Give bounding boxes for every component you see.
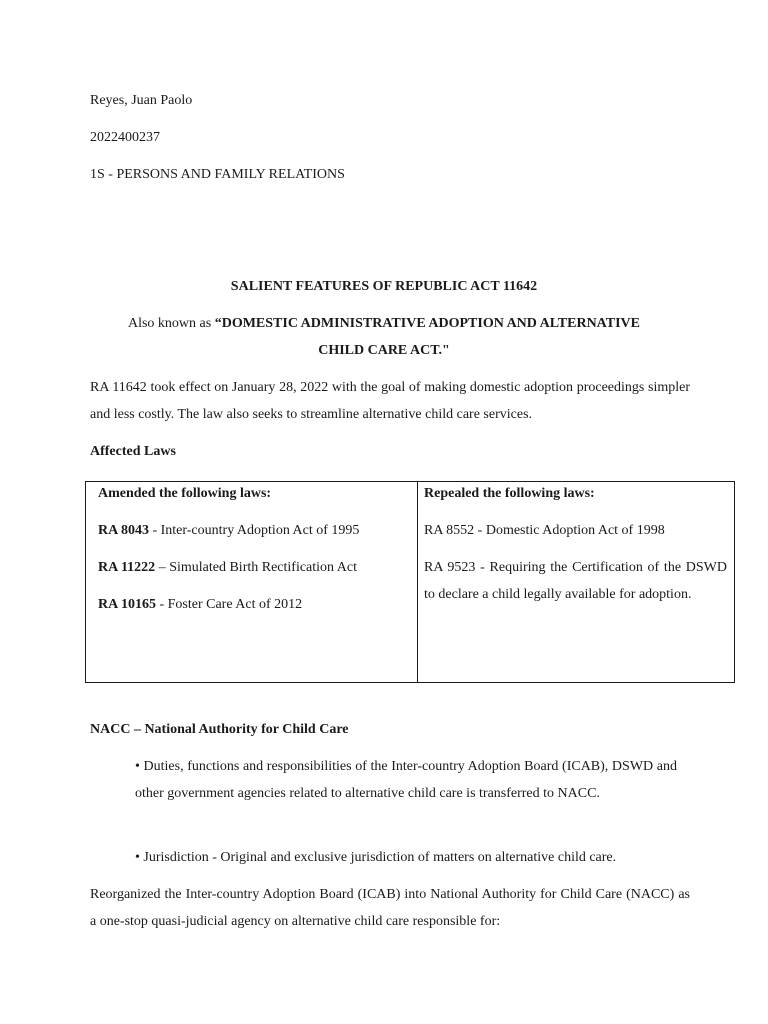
subtitle-prefix: Also known as (127, 316, 215, 331)
repealed-law-item: RA 8552 - Domestic Adoption Act of 1998 (424, 523, 665, 538)
student-number: 2022400237 (90, 130, 160, 145)
document-title: SALIENT FEATURES OF REPUBLIC ACT 11642 (230, 279, 538, 294)
amended-law-item: RA 10165 - Foster Care Act of 2012 (98, 597, 303, 612)
repealed-law-item: RA 9523 - Requiring the Certification of the DSWD to declare a child legally available for adoption. (424, 560, 727, 602)
repealed-laws-cell (418, 482, 735, 683)
nacc-bullet-duties: • Duties, functions and responsibilities of the Inter-country Adoption Board (ICAB), DSWD and other government agencies related to alternative child care is transferred to NACC. (135, 759, 677, 801)
nacc-bullet-jurisdiction: • Jurisdiction - Original and exclusive jurisdiction of matters on alternative child care. (135, 850, 617, 865)
amended-laws-cell (86, 482, 418, 683)
intro-paragraph: RA 11642 took effect on January 28, 2022 with the goal of making domestic adoption proceedings simpler and less costly. The law also seeks to streamline alternative child care services. (90, 380, 690, 422)
repealed-laws-header: Repealed the following laws: (424, 486, 595, 501)
author-name: Reyes, Juan Paolo (90, 93, 193, 108)
affected-laws-heading: Affected Laws (90, 444, 176, 459)
nacc-heading: NACC – National Authority for Child Care (90, 722, 349, 737)
amended-law-item: RA 8043 - Inter-country Adoption Act of 1995 (98, 523, 360, 538)
amended-law-item: RA 11222 – Simulated Birth Rectification Act (98, 560, 357, 575)
nacc-closing-paragraph: Reorganized the Inter-country Adoption Board (ICAB) into National Authority for Child Care (NACC) as a one-stop quasi-judicial agency on alternative child care responsible for: (90, 887, 690, 929)
amended-laws-header: Amended the following laws: (98, 486, 272, 501)
subtitle-act-name-2: CHILD CARE ACT." (318, 343, 450, 358)
subtitle-line-1 (0, 315, 768, 333)
affected-laws-table (85, 481, 735, 683)
course-title: 1S - PERSONS AND FAMILY RELATIONS (90, 167, 345, 182)
subtitle-act-name-1: “DOMESTIC ADMINISTRATIVE ADOPTION AND ALTERNATIVE (214, 316, 640, 331)
